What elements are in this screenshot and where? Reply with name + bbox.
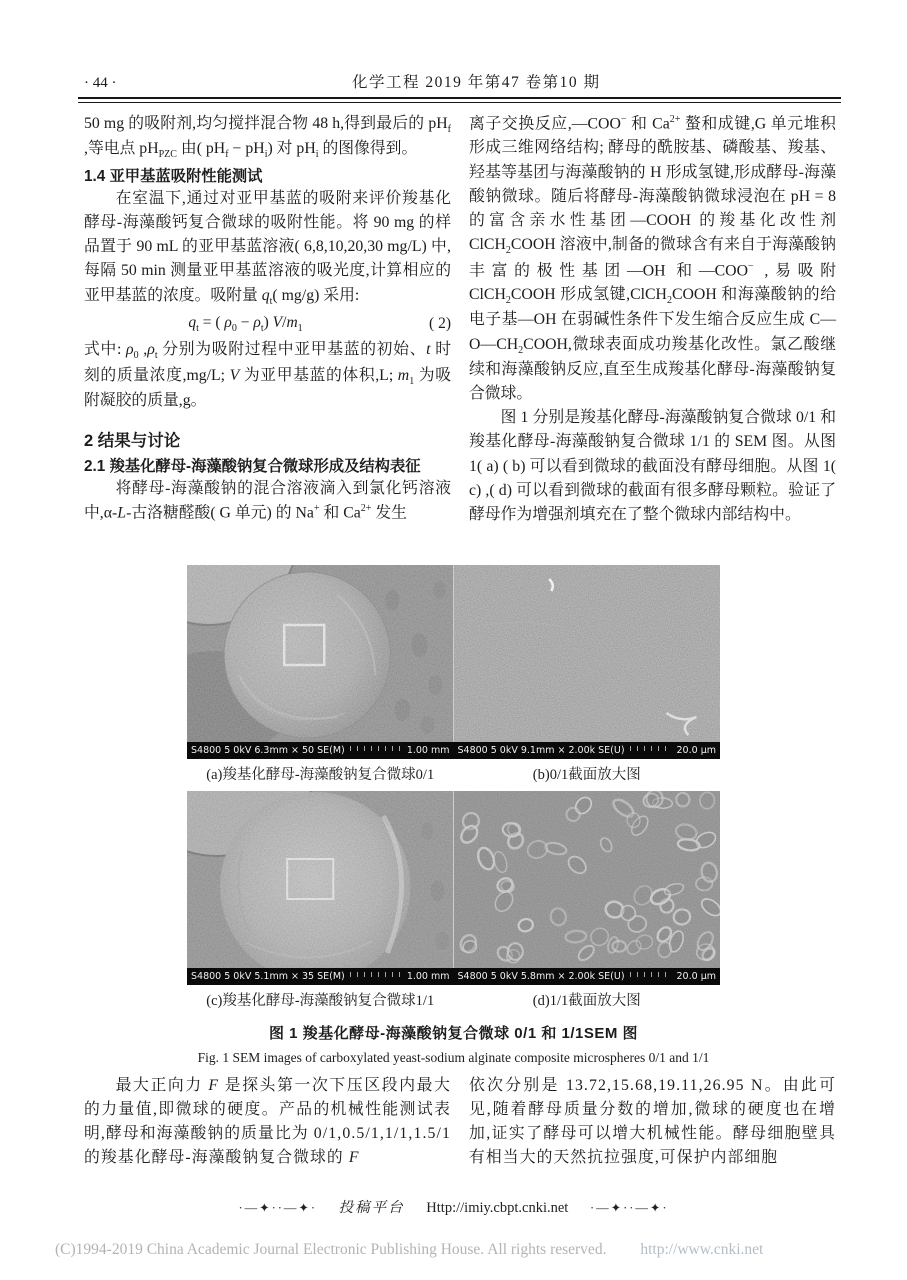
paragraph-hardness-values: 依次分别是 13.72,15.68,19.11,26.95 N。由此可见,随着酵母质量分数的增加,微球的硬度也在增加,证实了酵母可以增大机械性能。酵母细胞壁具有相当大的天然抗拉强度,可保护内部细胞 <box>469 1077 836 1167</box>
figure-1 <box>187 565 720 1066</box>
equation-number: ( 2) <box>429 315 451 333</box>
ornament-left: ·—✦··—✦· <box>238 1201 318 1215</box>
body-columns <box>84 112 836 527</box>
sem-params-b: S4800 5 0kV 9.1mm × 2.00k SE(U) <box>457 745 625 756</box>
journal-title: 化学工程 2019 年第47 卷第10 期 <box>351 74 601 91</box>
equation-body: $q_t$ = ( $\rho_0 - \rho_t$) $V/m_1$ <box>188 313 303 335</box>
paragraph-figure-discussion: 图 1 分别是羧基化酵母-海藻酸钠复合微球 0/1 和羧基化酵母-海藻酸钠复合微球 1/1 的 SEM 图。从图 1( a) ( b) 可以看到微球的截面没有酵母细胞。从图 1( c) ,( d) 可以看到微球的截面有很多酵母颗粒。验证了酵母作为增强剂填充在了整个微球内部结构中。 <box>469 409 836 523</box>
scale-ticks <box>350 972 402 977</box>
section-heading-2: 2 结果与讨论 <box>84 432 181 451</box>
sem-image-b-cross-section-0-1 <box>454 565 721 742</box>
sem-image-a-microsphere-0-1 <box>187 565 454 742</box>
scale-value-d: 20.0 μm <box>676 971 716 982</box>
sem-params-c: S4800 5 0kV 5.1mm × 35 SE(M) <box>191 971 345 982</box>
sem-params-d: S4800 5 0kV 5.8mm × 2.00k SE(U) <box>457 971 625 982</box>
sem-info-bar-a <box>187 745 454 756</box>
sem-images-row-2 <box>187 791 720 968</box>
sem-captions-row-1 <box>187 763 720 784</box>
paragraph-max-force: 最大正向力 F 是探头第一次下压区段内最大的力量值,即微球的硬度。产品的机械性能测试表明,酵母和海藻酸钠的质量比为 0/1,0.5/1,1/1,1.5/1 的羧基化酵母-海藻酸钠复合微球的 F <box>84 1077 451 1167</box>
caption-c: (c)羧基化酵母-海藻酸钠复合微球1/1 <box>206 993 435 1009</box>
submission-platform-label: 投稿平台 <box>338 1200 405 1216</box>
figure-title-en: Fig. 1 SEM images of carboxylated yeast-sodium alginate composite microspheres 0/1 and 1/1 <box>197 1050 710 1065</box>
caption-d: (d)1/1截面放大图 <box>532 993 641 1009</box>
bottom-right-column <box>469 1074 836 1171</box>
scale-value-c: 1.00 mm <box>406 971 450 982</box>
paragraph-reaction: 离子交换反应,—COO− 和 $Ca^{2+}$ 螯和成键,G 单元堆积形成三维网络结构; 酵母的酰胺基、磷酸基、羧基、羟基等基团与海藻酸钠的 H 形成氢键,形成酵母-海藻酸钠微球。随后将酵母-海藻酸钠微球浸泡在 pH = 8 的富含亲水性基团—COOH 的羧基化改性剂 ClCH$_2$COOH 溶液中,制备的微球含有来自于海藻酸钠丰富的极性基团—OH 和—COO− ,易吸附 ClCH$_2$COOH 形成氢键,ClCH$_2$COOH 和海藻酸钠的给电子基—OH 在弱碱性条件下发生缩合反应生成 $C—O—CH_2COOH$,微球表面成功羧基化改性。氯乙酸继续和海藻酸钠反应,直至生成羧基化酵母-海藻酸钠复合微球。 <box>469 114 837 403</box>
copyright-text: (C)1994-2019 China Academic Journal Electronic Publishing House. All rights reserved. <box>55 1241 607 1258</box>
page-header <box>84 70 836 92</box>
submission-platform-url: Http://imiy.cbpt.cnki.net <box>426 1200 569 1216</box>
sem-image-c-microsphere-1-1 <box>187 791 454 968</box>
paragraph-methylene-blue: 在室温下,通过对亚甲基蓝的吸附来评价羧基化酵母-海藻酸钙复合微球的吸附性能。将 90 mg 的样品置于 90 mL 的亚甲基蓝溶液( 6,8,10,20,30 mg/L) 中,每隔 50 min 测量亚甲基蓝溶液的吸光度,计算相应的亚甲基蓝的浓度。吸附量 $q_t$( mg/g) 采用: <box>84 189 451 307</box>
sem-info-bar-row-1 <box>187 742 720 759</box>
sem-info-bar-c <box>187 971 454 982</box>
bottom-columns <box>84 1074 836 1171</box>
sem-image-d-cross-section-1-1 <box>454 791 721 968</box>
paragraph-formation: 将酵母-海藻酸钠的混合溶液滴入到氯化钙溶液中,α-L-古洛糖醛酸( G 单元) 的 Na+ 和 $Ca^{2+}$ 发生 <box>84 480 451 522</box>
paragraph-ph: 50 mg 的吸附剂,均匀搅拌混合物 48 h,得到最后的 $pH_f$ ,等电点 $pH_{PZC}$ 由( $pH_f - pH_i$) 对 $pH_i$ 的图像得到。 <box>84 115 451 161</box>
right-column <box>469 112 836 527</box>
sem-info-bar-b <box>454 745 721 756</box>
section-heading-2-1: 2.1 羧基化酵母-海藻酸钠复合微球形成及结构表征 <box>84 458 421 476</box>
scale-ticks <box>630 746 672 751</box>
submission-platform-line <box>0 1196 907 1217</box>
sem-images-row-1 <box>187 565 720 742</box>
cnki-url: http://www.cnki.net <box>640 1241 764 1258</box>
left-column <box>84 112 451 527</box>
page-number: · 44 · <box>84 75 117 91</box>
scale-ticks <box>350 746 402 751</box>
copyright-line <box>55 1241 763 1259</box>
sem-captions-row-2 <box>187 989 720 1010</box>
sem-row-2 <box>187 791 720 1010</box>
scale-ticks <box>630 972 672 977</box>
caption-b: (b)0/1截面放大图 <box>532 767 641 783</box>
scale-value-b: 20.0 μm <box>676 745 716 756</box>
paragraph-where: 式中: $\rho_0$ $,\rho_t$ 分别为吸附过程中亚甲基蓝的初始、t 时刻的质量浓度,mg/L; V 为亚甲基蓝的体积,L; $m_1$ 为吸附凝胶的质量,g。 <box>84 341 452 409</box>
header-rule <box>78 97 841 103</box>
equation-2 <box>84 314 451 334</box>
caption-a: (a)羧基化酵母-海藻酸钠复合微球0/1 <box>206 767 435 783</box>
sem-row-1 <box>187 565 720 784</box>
sem-info-bar-d <box>454 971 721 982</box>
scale-value-a: 1.00 mm <box>406 745 450 756</box>
sem-info-bar-row-2 <box>187 968 720 985</box>
ornament-right: ·—✦··—✦· <box>589 1201 669 1215</box>
section-heading-1-4: 1.4 亚甲基蓝吸附性能测试 <box>84 167 263 185</box>
bottom-left-column <box>84 1074 451 1171</box>
figure-title-zh: 图 1 羧基化酵母-海藻酸钠复合微球 0/1 和 1/1SEM 图 <box>268 1025 639 1042</box>
sem-params-a: S4800 5 0kV 6.3mm × 50 SE(M) <box>191 745 345 756</box>
